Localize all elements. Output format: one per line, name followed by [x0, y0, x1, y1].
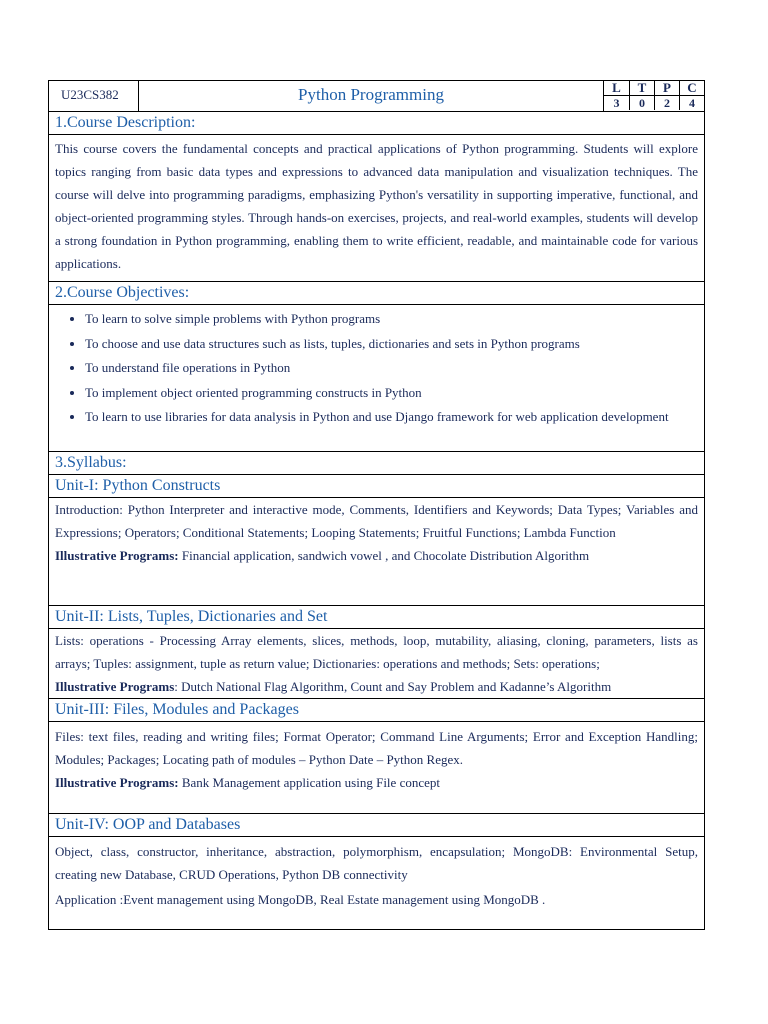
syllabus-heading: 3.Syllabus: — [49, 452, 704, 475]
ltpc-label-c: C — [679, 81, 704, 96]
ltpc-value-p: 2 — [654, 96, 679, 110]
unit-3-illustrative — [49, 771, 704, 794]
illustrative-label: Illustrative Programs: — [55, 548, 179, 563]
course-description-section — [49, 135, 704, 282]
objectives-list — [49, 305, 704, 434]
objective-item: • To learn to use libraries for data analysis in Python and use Django framework for web application development — [85, 405, 698, 430]
objective-item: • To choose and use data structures such as lists, tuples, dictionaries and sets in Python programs — [85, 332, 698, 357]
unit-2-title: Unit-II: Lists, Tuples, Dictionaries and Set — [49, 606, 704, 629]
unit-2-content: Lists: operations - Processing Array elements, slices, methods, loop, mutability, aliasing, cloning, parameters, lists as arrays; Tuples: assignment, tuple as return value; Dictionaries: operations and methods; Sets: operations; — [55, 633, 698, 671]
ltpc-table — [604, 81, 704, 111]
unit-3-section — [49, 722, 704, 814]
ltpc-label-t: T — [629, 81, 654, 96]
ltpc-label-l: L — [604, 81, 629, 96]
course-title: Python Programming — [139, 81, 604, 111]
objective-item: • To understand file operations in Python — [85, 356, 698, 381]
course-document — [48, 80, 705, 930]
unit-3-content: Files: text files, reading and writing files; Format Operator; Command Line Arguments; Error and Exception Handling; Modules; Packages; Locating path of modules – Python Date – Python Regex. — [55, 729, 698, 767]
unit-1-illustrative — [49, 544, 704, 567]
illustrative-text: : Dutch National Flag Algorithm, Count and Say Problem and Kadanne’s Algorithm — [174, 679, 612, 694]
ltpc-label-p: P — [654, 81, 679, 96]
unit-4-content: Object, class, constructor, inheritance, abstraction, polymorphism, encapsulation; MongoDB: Environmental Setup, creating new Database, CRUD Operations, Python DB connectivity — [55, 844, 698, 882]
unit-1-section — [49, 498, 704, 606]
unit-1-title: Unit-I: Python Constructs — [49, 475, 704, 498]
unit-4-section — [49, 837, 704, 929]
course-header — [49, 81, 704, 112]
course-code: U23CS382 — [49, 81, 139, 111]
course-objectives-section — [49, 305, 704, 452]
unit-2-illustrative — [49, 675, 704, 698]
illustrative-label: Illustrative Programs — [55, 679, 175, 694]
unit-4-application: Application :Event management using MongoDB, Real Estate management using MongoDB . — [55, 892, 546, 907]
illustrative-label: Illustrative Programs: — [55, 775, 179, 790]
unit-3-title: Unit-III: Files, Modules and Packages — [49, 699, 704, 722]
objective-item: • To implement object oriented programming constructs in Python — [85, 381, 698, 406]
unit-2-section — [49, 629, 704, 699]
illustrative-text: Financial application, sandwich vowel , and Chocolate Distribution Algorithm — [178, 548, 590, 563]
course-description-heading: 1.Course Description: — [49, 112, 704, 135]
course-description-text: This course covers the fundamental concepts and practical applications of Python programming. Students will explore topics ranging from basic data types and expressions to advanced data manipulation and visualization techniques. The course will delve into programming paradigms, emphasizing Python's versatility in supporting imperative, functional, and object-oriented programming styles. Through hands-on exercises, projects, and real-world examples, students will develop a strong foundation in Python programming, enabling them to write efficient, readable, and maintainable code for various applications. — [55, 141, 698, 271]
course-objectives-heading: 2.Course Objectives: — [49, 282, 704, 305]
ltpc-value-t: 0 — [629, 96, 654, 110]
objective-item: • To learn to solve simple problems with Python programs — [85, 307, 698, 332]
ltpc-value-l: 3 — [613, 96, 620, 110]
illustrative-text: Bank Management application using File concept — [178, 775, 440, 790]
unit-1-content: Introduction: Python Interpreter and interactive mode, Comments, Identifiers and Keywords; Data Types; Variables and Expressions; Operators; Conditional Statements; Looping Statements; Fruitful Functions; Lambda Function — [55, 502, 698, 540]
unit-4-title: Unit-IV: OOP and Databases — [49, 814, 704, 837]
ltpc-value-c: 4 — [679, 96, 704, 110]
